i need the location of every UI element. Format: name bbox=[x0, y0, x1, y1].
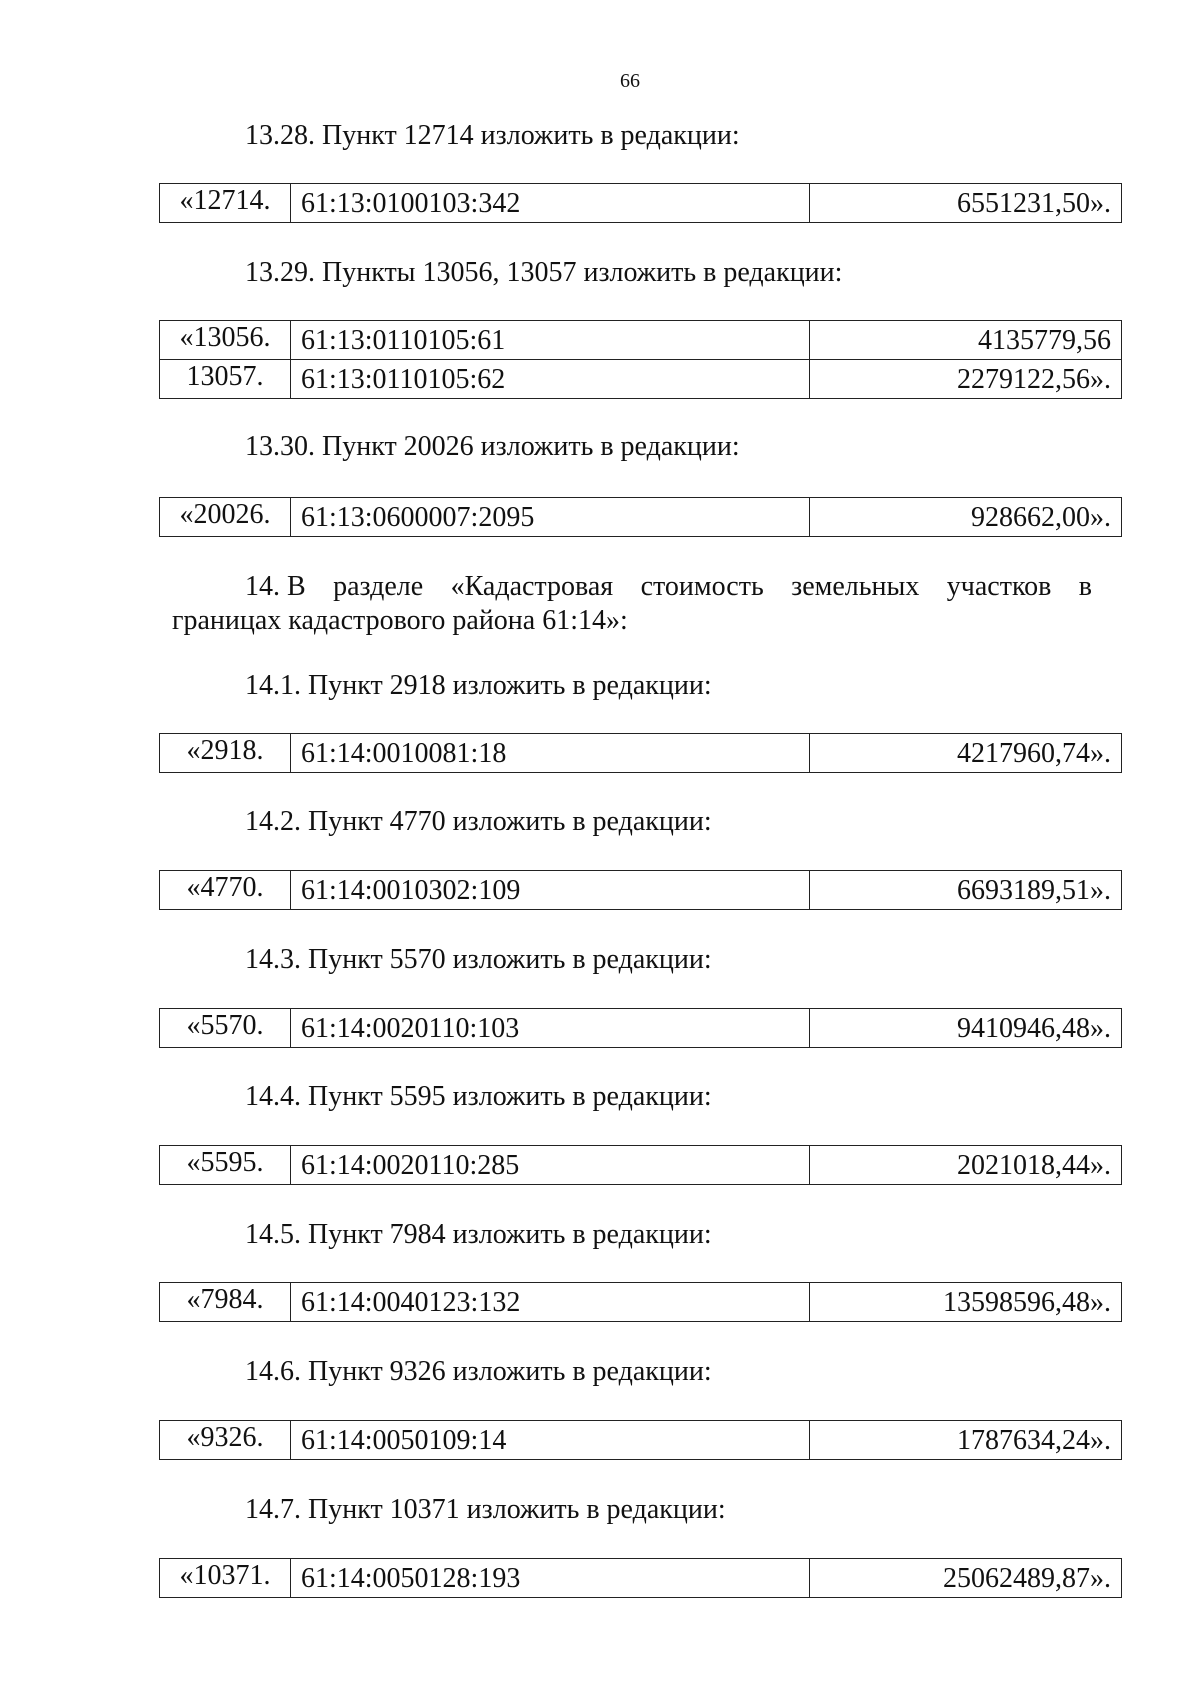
cadastral-value: 25062489,87». bbox=[810, 1559, 1122, 1598]
table-row bbox=[160, 871, 1122, 910]
cadastral-value: 2021018,44». bbox=[810, 1146, 1122, 1185]
row-number: «10371. bbox=[160, 1559, 291, 1598]
cadastral-number: 61:14:0040123:132 bbox=[291, 1283, 810, 1322]
cadastral-number: 61:14:0050109:14 bbox=[291, 1421, 810, 1460]
cadastral-value: 4135779,56 bbox=[810, 321, 1122, 360]
cadastral-value: 9410946,48». bbox=[810, 1009, 1122, 1048]
cadastral-value: 6693189,51». bbox=[810, 871, 1122, 910]
cadastral-number: 61:13:0600007:2095 bbox=[291, 498, 810, 537]
cadastral-number: 61:13:0110105:62 bbox=[291, 360, 810, 399]
table-row bbox=[160, 734, 1122, 773]
row-number: «12714. bbox=[160, 184, 291, 223]
item-caption-14-2: 14.2. Пункт 4770 изложить в редакции: bbox=[245, 806, 712, 837]
cadastral-value: 4217960,74». bbox=[810, 734, 1122, 773]
page-number: 66 bbox=[620, 70, 640, 92]
row-number: «4770. bbox=[160, 871, 291, 910]
row-number: 13057. bbox=[160, 360, 291, 399]
table-row bbox=[160, 1146, 1122, 1185]
cadastral-table-14-7 bbox=[159, 1558, 1122, 1598]
cadastral-table-13-30 bbox=[159, 497, 1122, 537]
cadastral-table-14-2 bbox=[159, 870, 1122, 910]
item-caption-14-6: 14.6. Пункт 9326 изложить в редакции: bbox=[245, 1356, 712, 1387]
cadastral-table-14-6 bbox=[159, 1420, 1122, 1460]
row-number: «9326. bbox=[160, 1421, 291, 1460]
item-caption-14-5: 14.5. Пункт 7984 изложить в редакции: bbox=[245, 1219, 712, 1250]
cadastral-table-13-29 bbox=[159, 320, 1122, 399]
section-word: земельных bbox=[791, 571, 920, 602]
table-row bbox=[160, 321, 1122, 360]
cadastral-number: 61:13:0100103:342 bbox=[291, 184, 810, 223]
row-number: «20026. bbox=[160, 498, 291, 537]
section-word: 14. В bbox=[245, 571, 306, 602]
cadastral-value: 6551231,50». bbox=[810, 184, 1122, 223]
table-row bbox=[160, 360, 1122, 399]
table-row bbox=[160, 1421, 1122, 1460]
item-caption-13-28: 13.28. Пункт 12714 изложить в редакции: bbox=[245, 120, 740, 151]
section-paragraph bbox=[172, 570, 1092, 638]
table-row bbox=[160, 1009, 1122, 1048]
section-line-2: границах кадастрового района 61:14»: bbox=[172, 605, 628, 636]
cadastral-table-14-1 bbox=[159, 733, 1122, 773]
cadastral-number: 61:14:0020110:285 bbox=[291, 1146, 810, 1185]
section-word: «Кадастровая bbox=[450, 571, 614, 602]
table-row bbox=[160, 1283, 1122, 1322]
cadastral-table-13-28 bbox=[159, 183, 1122, 223]
section-word: в bbox=[1078, 571, 1092, 602]
cadastral-table-14-5 bbox=[159, 1282, 1122, 1322]
item-caption-14-3: 14.3. Пункт 5570 изложить в редакции: bbox=[245, 944, 712, 975]
cadastral-table-14-3 bbox=[159, 1008, 1122, 1048]
section-word: участков bbox=[946, 571, 1052, 602]
cadastral-table-14-4 bbox=[159, 1145, 1122, 1185]
cadastral-number: 61:13:0110105:61 bbox=[291, 321, 810, 360]
item-caption-13-30: 13.30. Пункт 20026 изложить в редакции: bbox=[245, 431, 740, 462]
cadastral-number: 61:14:0010081:18 bbox=[291, 734, 810, 773]
row-number: «13056. bbox=[160, 321, 291, 360]
table-row bbox=[160, 184, 1122, 223]
cadastral-value: 13598596,48». bbox=[810, 1283, 1122, 1322]
item-caption-14-4: 14.4. Пункт 5595 изложить в редакции: bbox=[245, 1081, 712, 1112]
item-caption-13-29: 13.29. Пункты 13056, 13057 изложить в редакции: bbox=[245, 257, 843, 288]
cadastral-number: 61:14:0020110:103 bbox=[291, 1009, 810, 1048]
section-word: разделе bbox=[333, 571, 424, 602]
table-row bbox=[160, 1559, 1122, 1598]
cadastral-value: 1787634,24». bbox=[810, 1421, 1122, 1460]
item-caption-14-7: 14.7. Пункт 10371 изложить в редакции: bbox=[245, 1494, 726, 1525]
row-number: «2918. bbox=[160, 734, 291, 773]
cadastral-value: 2279122,56». bbox=[810, 360, 1122, 399]
cadastral-number: 61:14:0050128:193 bbox=[291, 1559, 810, 1598]
section-word: стоимость bbox=[640, 571, 764, 602]
row-number: «7984. bbox=[160, 1283, 291, 1322]
cadastral-value: 928662,00». bbox=[810, 498, 1122, 537]
row-number: «5595. bbox=[160, 1146, 291, 1185]
table-row bbox=[160, 498, 1122, 537]
row-number: «5570. bbox=[160, 1009, 291, 1048]
cadastral-number: 61:14:0010302:109 bbox=[291, 871, 810, 910]
item-caption-14-1: 14.1. Пункт 2918 изложить в редакции: bbox=[245, 670, 712, 701]
section-line-1 bbox=[172, 570, 1092, 604]
